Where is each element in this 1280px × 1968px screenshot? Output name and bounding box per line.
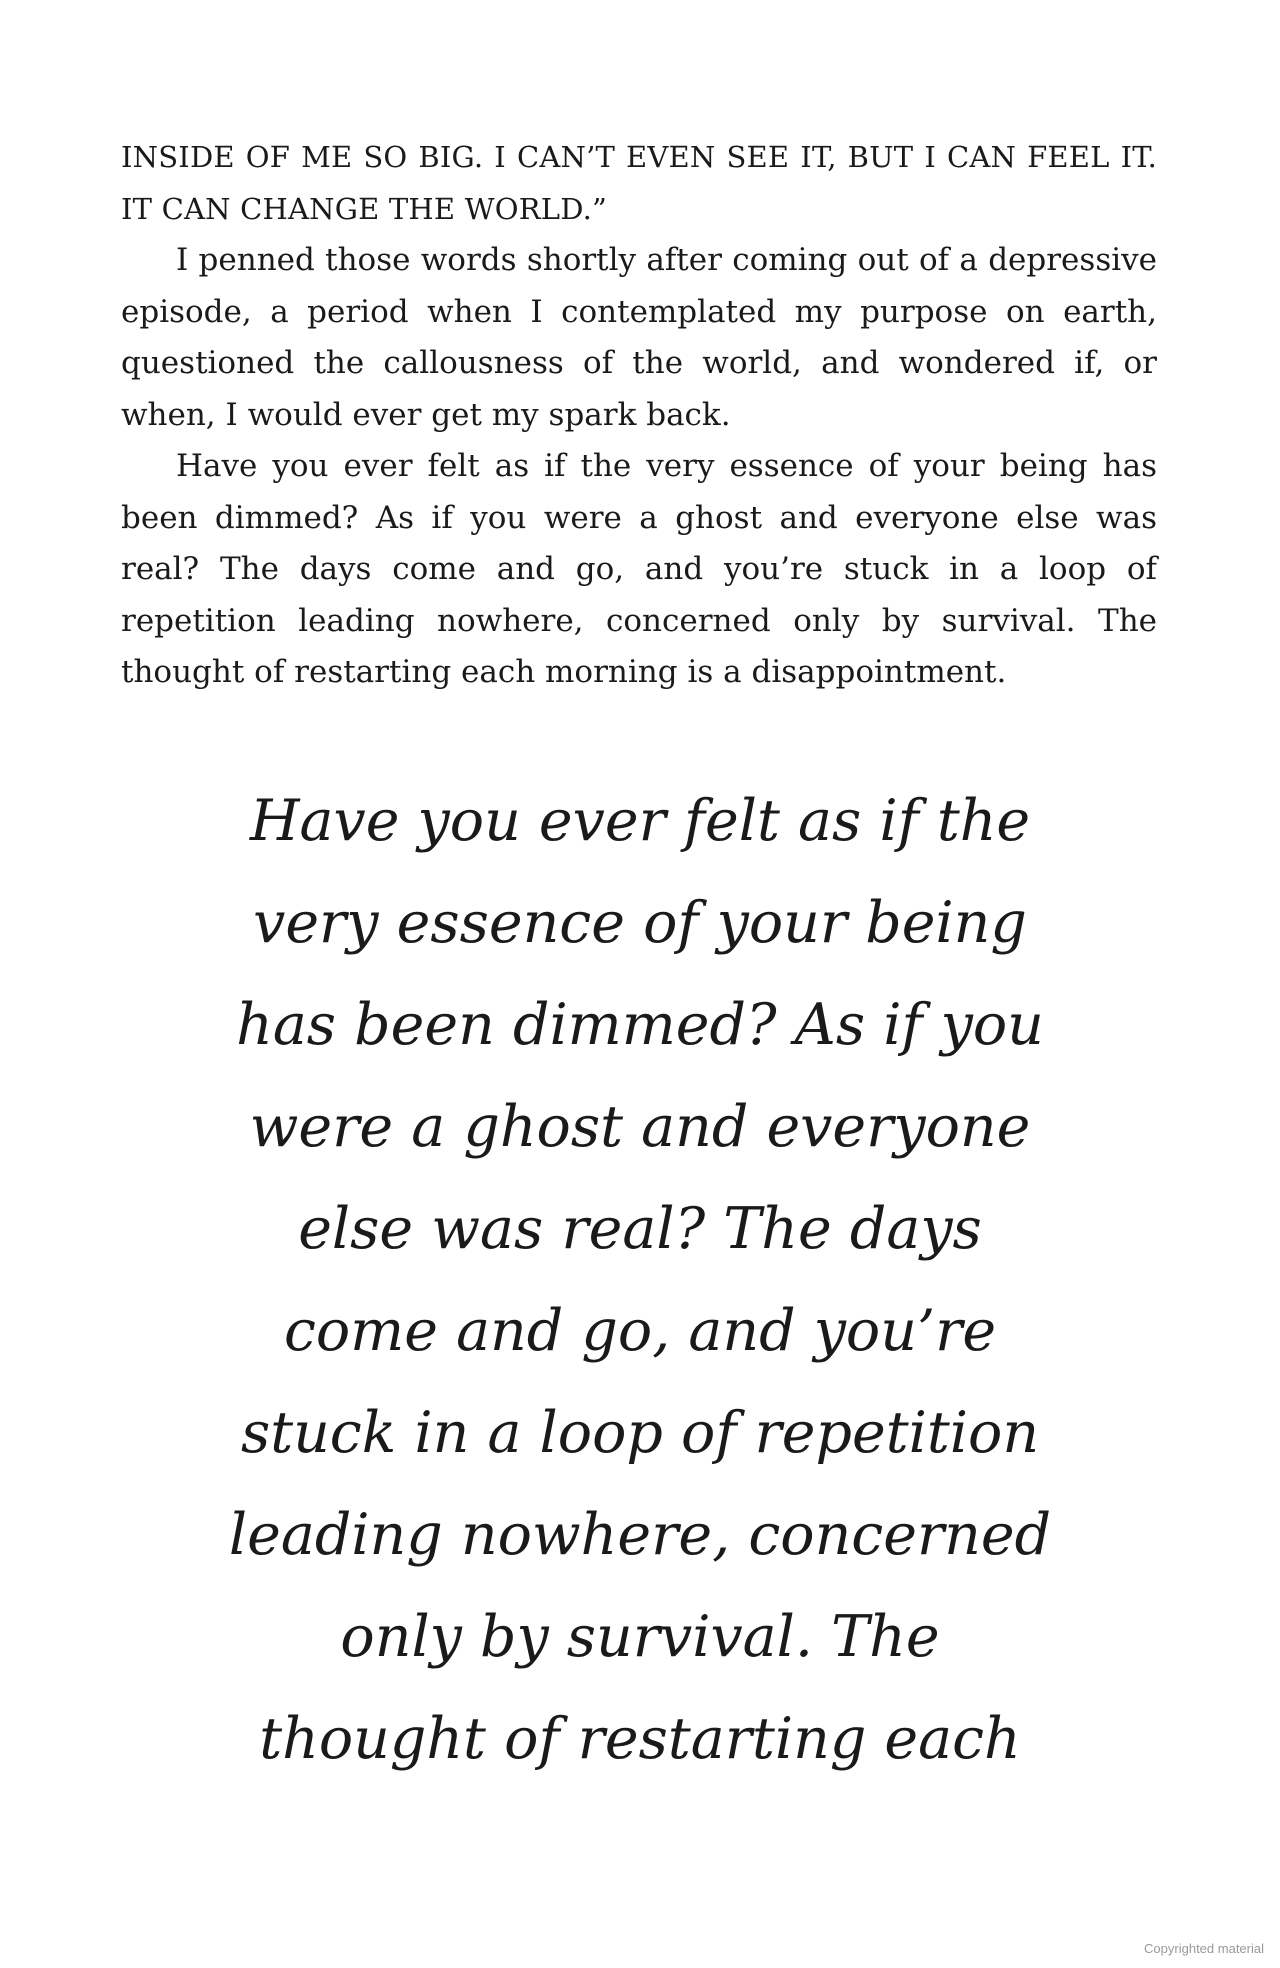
pull-quote-line: leading nowhere, concerned xyxy=(228,1502,1052,1568)
pull-quote-line: come and go, and you’re xyxy=(283,1298,997,1364)
caps-text: INSIDE OF ME SO BIG. I CAN’T EVEN SEE IT, BUT I CAN FEEL IT. IT CAN CHANGE THE WORLD.” xyxy=(121,140,1157,226)
pull-quote-line: thought of restarting each xyxy=(259,1706,1021,1772)
pull-quote-line: stuck in a loop of repetition xyxy=(240,1400,1040,1466)
pull-quote-line: else was real? The days xyxy=(298,1196,982,1262)
body-text xyxy=(121,132,1157,699)
pull-quote xyxy=(215,770,1065,1790)
pull-quote-line: only by survival. The xyxy=(340,1604,940,1670)
pull-quote-line: Have you ever felt as if the xyxy=(249,788,1031,854)
pull-quote-line: very essence of your being xyxy=(253,890,1027,956)
paragraph: Have you ever felt as if the very essence of your being has been dimmed? As if you were a ghost and everyone else was real? The days come and go, and you’re stuck in a loop of repetition leading nowhere, concerned only by survival. The thought of restarting each morning is a disappointment. xyxy=(121,448,1157,690)
paragraph-caps xyxy=(121,132,1157,235)
copyright-notice: Copyrighted material xyxy=(1144,1941,1264,1956)
pull-quote-line: has been dimmed? As if you xyxy=(236,992,1044,1058)
pull-quote-line: were a ghost and everyone xyxy=(249,1094,1031,1160)
paragraph: I penned those words shortly after coming out of a depressive episode, a period when I contemplated my purpose on earth, questioned the callousness of the world, and wondered if, or when, I would ever get my spark back. xyxy=(121,242,1157,433)
